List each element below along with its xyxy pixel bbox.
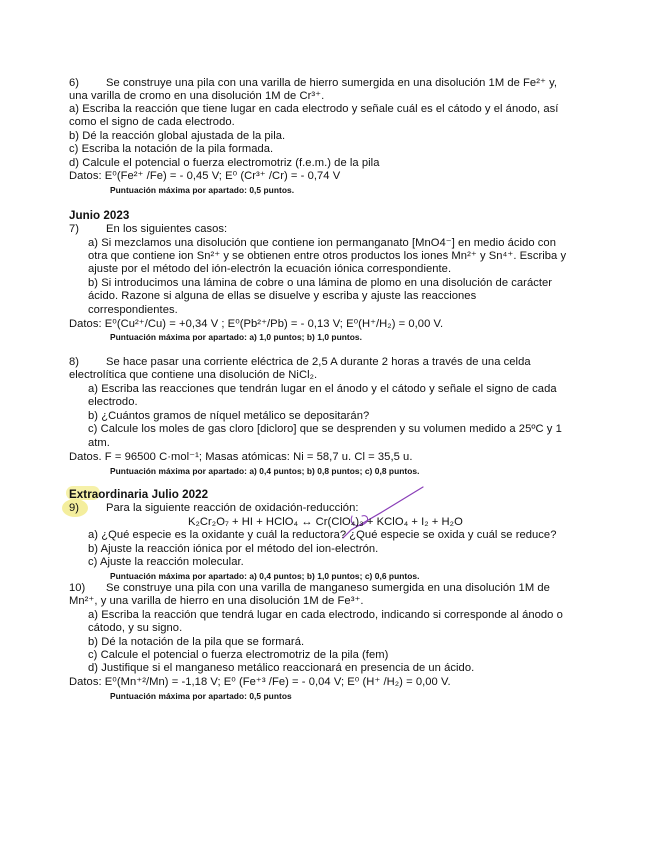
item-b: b) Si introducimos una lámina de cobre o una lámina de plomo en una disolución de carácter — [88, 277, 553, 289]
question-text: una varilla de cromo en una disolución 1M de Cr³⁺. — [69, 90, 325, 102]
item-a-cont: como el signo de cada electrodo. — [69, 116, 235, 128]
item-a-cont: electrodo. — [88, 396, 138, 408]
data-line: Datos: E⁰(Mn⁺²/Mn) = -1,18 V; E⁰ (Fe⁺³ /Fe) = - 0,04 V; E⁰ (H⁺ /H₂) = 0,00 V. — [69, 676, 451, 688]
score-note: Puntuación máxima por apartado: a) 1,0 puntos; b) 1,0 puntos. — [110, 332, 363, 342]
item-c: c) Calcule los moles de gas cloro [dicloro] que se desprenden y su volumen medido a 25ºC y 1 — [88, 423, 562, 435]
question-text: electrolítica que contiene una disolución de NiCl₂. — [69, 369, 318, 381]
item-a: a) ¿Qué especie es la oxidante y cuál la reductora? ¿Qué especie se oxida y cuál se reduce? — [88, 529, 557, 541]
section-title: Junio 2023 — [69, 209, 130, 222]
item-c: c) Calcule el potencial o fuerza electromotriz de la pila (fem) — [88, 649, 389, 661]
item-c: c) Escriba la notación de la pila formada. — [69, 143, 274, 155]
item-c-cont: atm. — [88, 437, 110, 449]
question-number: 6) — [69, 77, 79, 89]
item-b: b) Dé la reacción global ajustada de la pila. — [69, 130, 286, 142]
item-b: b) ¿Cuántos gramos de níquel metálico se depositarán? — [88, 410, 370, 422]
question-number: 7) — [69, 223, 79, 235]
item-a-cont: otra que contiene ion Sn²⁺ y se obtienen entre otros productos los iones Mn²⁺ y Sn⁴⁺. Escriba y — [88, 250, 567, 262]
item-a: a) Si mezclamos una disolución que contiene ion permanganato [MnO4⁻] en medio ácido con — [88, 237, 556, 249]
question-number: 8) — [69, 356, 79, 368]
chemical-equation: K₂Cr₂O₇ + HI + HClO₄ ↔ Cr(ClO₄)₃ + KClO₄ + I₂ + H₂O — [188, 516, 463, 528]
item-a: a) Escriba las reacciones que tendrán lugar en el ánodo y el cátodo y señale el signo de cada — [88, 383, 557, 395]
score-note: Puntuación máxima por apartado: a) 0,4 puntos; b) 0,8 puntos; c) 0,8 puntos. — [110, 466, 420, 476]
item-b-cont: correspondientes. — [88, 304, 178, 316]
question-text: En los siguientes casos: — [106, 223, 228, 235]
data-line: Datos: E⁰(Fe²⁺ /Fe) = - 0,45 V; E⁰ (Cr³⁺ /Cr) = - 0,74 V — [69, 170, 341, 182]
data-line: Datos: E⁰(Cu²⁺/Cu) = +0,34 V ; E⁰(Pb²⁺/Pb) = - 0,13 V; E⁰(H⁺/H₂) = 0,00 V. — [69, 318, 444, 330]
question-number: 10) — [69, 582, 86, 594]
item-d: d) Justifique si el manganeso metálico reaccionará en presencia de un ácido. — [88, 662, 475, 674]
item-b-cont: ácido. Razone si alguna de ellas se disuelve y escriba y ajuste las reacciones — [88, 290, 477, 302]
item-d: d) Calcule el potencial o fuerza electromotriz (f.e.m.) de la pila — [69, 157, 380, 169]
item-a: a) Escriba la reacción que tiene lugar en cada electrodo y señale cuál es el cátodo y el ánodo, así — [69, 103, 559, 115]
question-text: Se construye una pila con una varilla de hierro sumergida en una disolución 1M de Fe²⁺ y, — [106, 77, 558, 89]
score-note: Puntuación máxima por apartado: 0,5 puntos. — [110, 185, 295, 195]
question-text: Mn²⁺, y una varilla de hierro en una disolución 1M de Fe³⁺. — [69, 595, 364, 607]
data-line: Datos. F = 96500 C·mol⁻¹; Masas atómicas: Ni = 58,7 u. Cl = 35,5 u. — [69, 451, 413, 463]
score-note: Puntuación máxima por apartado: 0,5 puntos — [110, 691, 292, 701]
item-a-cont: ajuste por el método del ión-electrón la ecuación iónica correspondiente. — [88, 263, 452, 275]
item-a: a) Escriba la reacción que tendrá lugar en cada electrodo, indicando si corresponde al ánodo o — [88, 609, 563, 621]
question-text: Se construye una pila con una varilla de manganeso sumergida en una disolución 1M de — [106, 582, 550, 594]
item-a-cont: cátodo, y su signo. — [88, 622, 183, 634]
item-c: c) Ajuste la reacción molecular. — [88, 556, 244, 568]
question-text: Para la siguiente reacción de oxidación-reducción: — [106, 502, 359, 514]
section-title: Extraordinaria Julio 2022 — [69, 488, 209, 501]
score-note: Puntuación máxima por apartado: a) 0,4 puntos; b) 1,0 puntos; c) 0,6 puntos. — [110, 571, 420, 581]
item-b: b) Ajuste la reacción iónica por el método del ion-electrón. — [88, 543, 379, 555]
question-number: 9) — [69, 502, 79, 514]
item-b: b) Dé la notación de la pila que se formará. — [88, 636, 305, 648]
question-text: Se hace pasar una corriente eléctrica de 2,5 A durante 2 horas a través de una celda — [106, 356, 531, 368]
